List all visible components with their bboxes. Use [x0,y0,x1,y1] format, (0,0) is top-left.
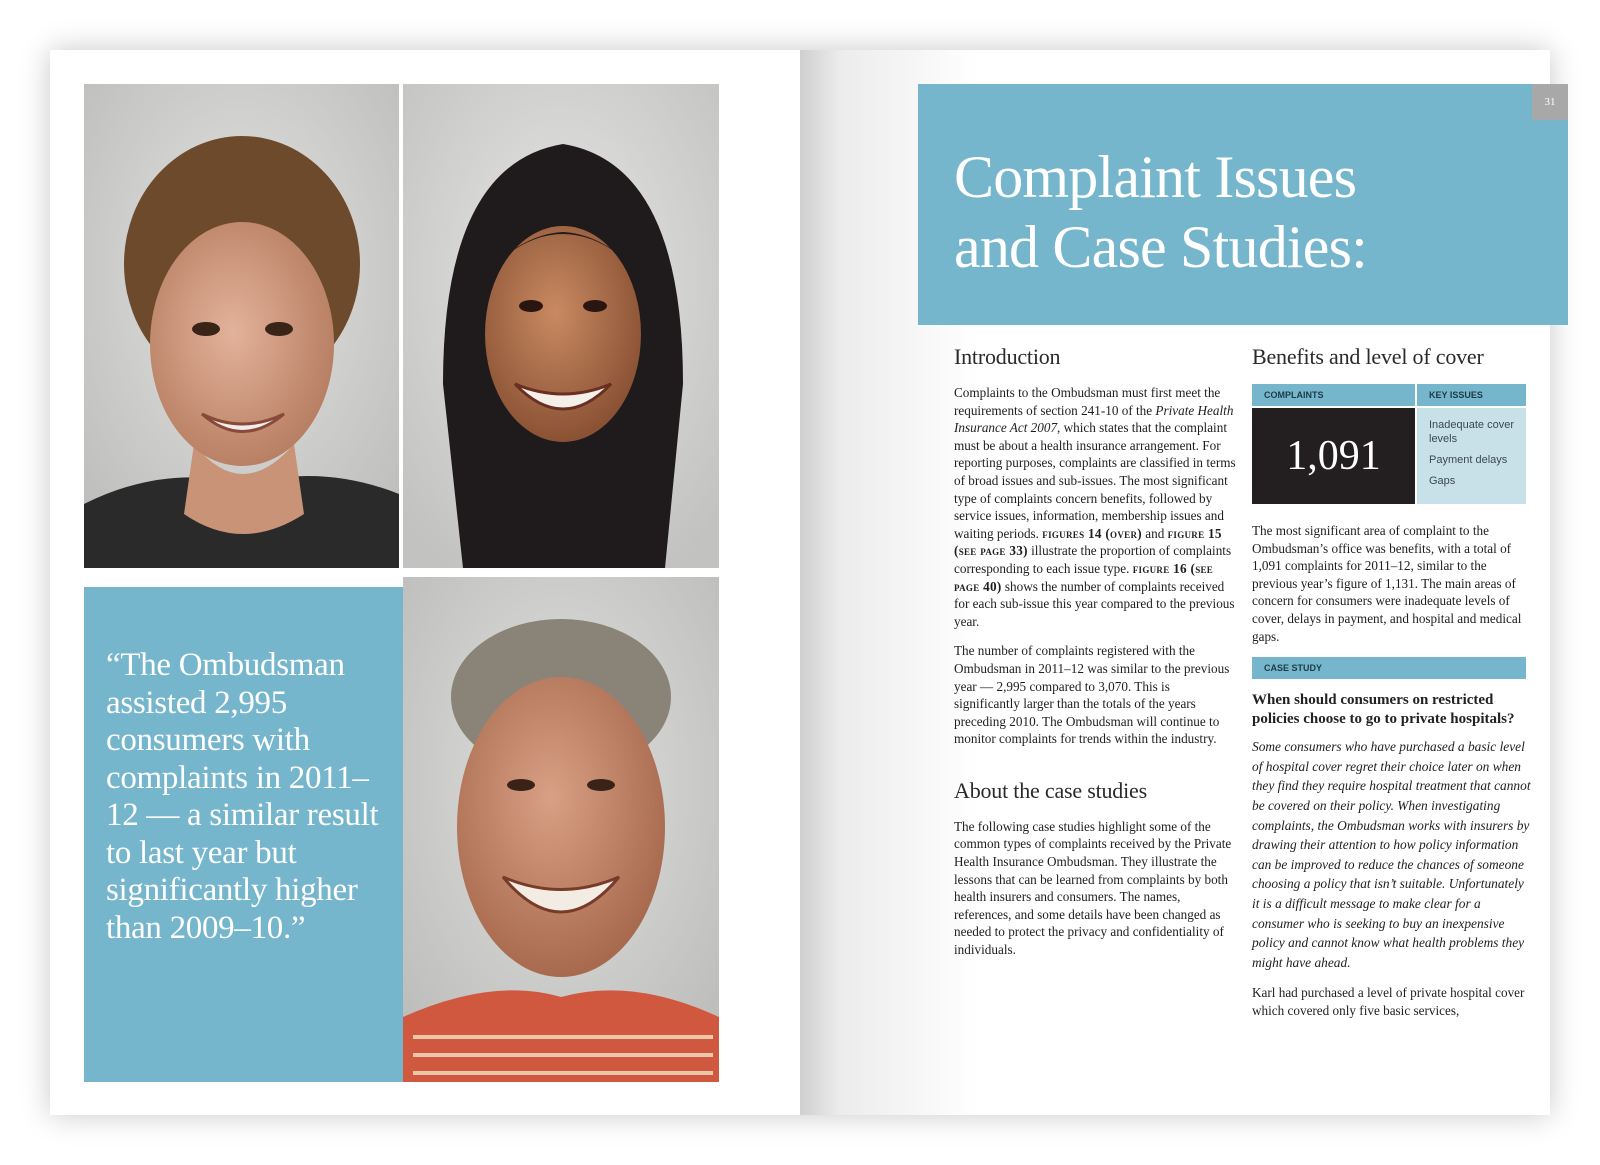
complaints-header: COMPLAINTS [1252,384,1415,406]
brochure-spread [50,50,1556,1115]
introduction-paragraph-2: The number of complaints registered with the Ombudsman in 2011–12 was similar to the previous year — 2,995 compared to 3,070. This is significantly larger than the totals of the years preceding 2010. The Ombudsman will continue to monitor complaints for trends within the industry. [954,643,1230,747]
title-banner [918,84,1568,325]
case-study-question: When should consumers on restricted policies choose to go to private hospitals? [1252,692,1515,728]
photo-young-woman-hijab [403,84,719,568]
left-column [954,344,1236,971]
page-number: 31 [1532,84,1568,120]
complaints-table [1252,384,1526,504]
benefits-paragraph: The most significant area of complaint to the Ombudsman’s office was benefits, with a total of 1,091 complaints for 2011–12, similar to the previous year’s figure of 1,131. The main areas of concern for consumers were inadequate levels of cover, delays in payment, and hospital and medical gaps. [1252,523,1522,644]
pull-quote: “The Ombudsman assisted 2,995 consumers with complaints in 2011–12 — a similar result to last year but significantly higher than 2009–10.” [106,647,379,946]
key-issues-header: KEY ISSUES [1417,384,1526,406]
case-study-intro: Some consumers who have purchased a basic level of hospital cover regret their choice later on when they find they require hospital treatment that cannot be covered on their policy. When investigating complaints, the Ombudsman works with insurers by drawing their attention to how policy information can be improved to reduce the chances of someone choosing a policy that isn’t suitable. Unfortunately it is a difficult message to make clear for a consumer who is seeking to buy an inexpensive policy and cannot know what health problems they might have ahead. [1252,739,1531,970]
case-study-label: CASE STUDY [1252,657,1526,679]
photo-elderly-woman [84,84,399,568]
introduction-paragraph-1: Complaints to the Ombudsman must first meet the requirements of section 241-10 of the Private Health Insurance Act 2007, which states that the complaint must be about a health insurance arrangement. For reporting purposes, complaints are classified in terms of broad issues and sub-issues. The most significant type of complaints concern benefits, followed by service issues, information, membership issues and waiting periods. figures 14 (over) and figure 15 (see page 33) illustrate the proportion of complaints corresponding to each issue type. figure 16 (see page 40) shows the number of complaints received for each sub-issue this year compared to the previous year. [954,385,1236,629]
page-title: Complaint Issues and Case Studies: [954,144,1368,280]
right-page [800,50,1556,1115]
key-issue-item: Payment delays [1429,454,1508,466]
key-issue-item: Inadequate cover levels [1429,419,1515,445]
case-study-paragraph: Karl had purchased a level of private hospital cover which covered only five basic services, [1252,985,1525,1018]
about-case-studies-heading: About the case studies [954,777,1147,803]
photo-older-man [403,577,719,1082]
key-issues-list [1417,408,1526,504]
introduction-heading: Introduction [954,344,1061,369]
left-page [50,50,800,1115]
key-issue-item: Gaps [1429,475,1456,487]
right-column [1252,344,1534,1031]
complaints-count: 1,091 [1252,408,1415,504]
benefits-heading: Benefits and level of cover [1252,344,1484,369]
about-case-studies-paragraph: The following case studies highlight some of the common types of complaints received by the Private Health Insurance Ombudsman. They illustrate the lessons that can be learned from complaints by both health insurers and consumers. The names, references, and some details have been changed as needed to protect the privacy and confidentiality of individuals. [954,818,1232,958]
pull-quote-box [84,587,405,1082]
